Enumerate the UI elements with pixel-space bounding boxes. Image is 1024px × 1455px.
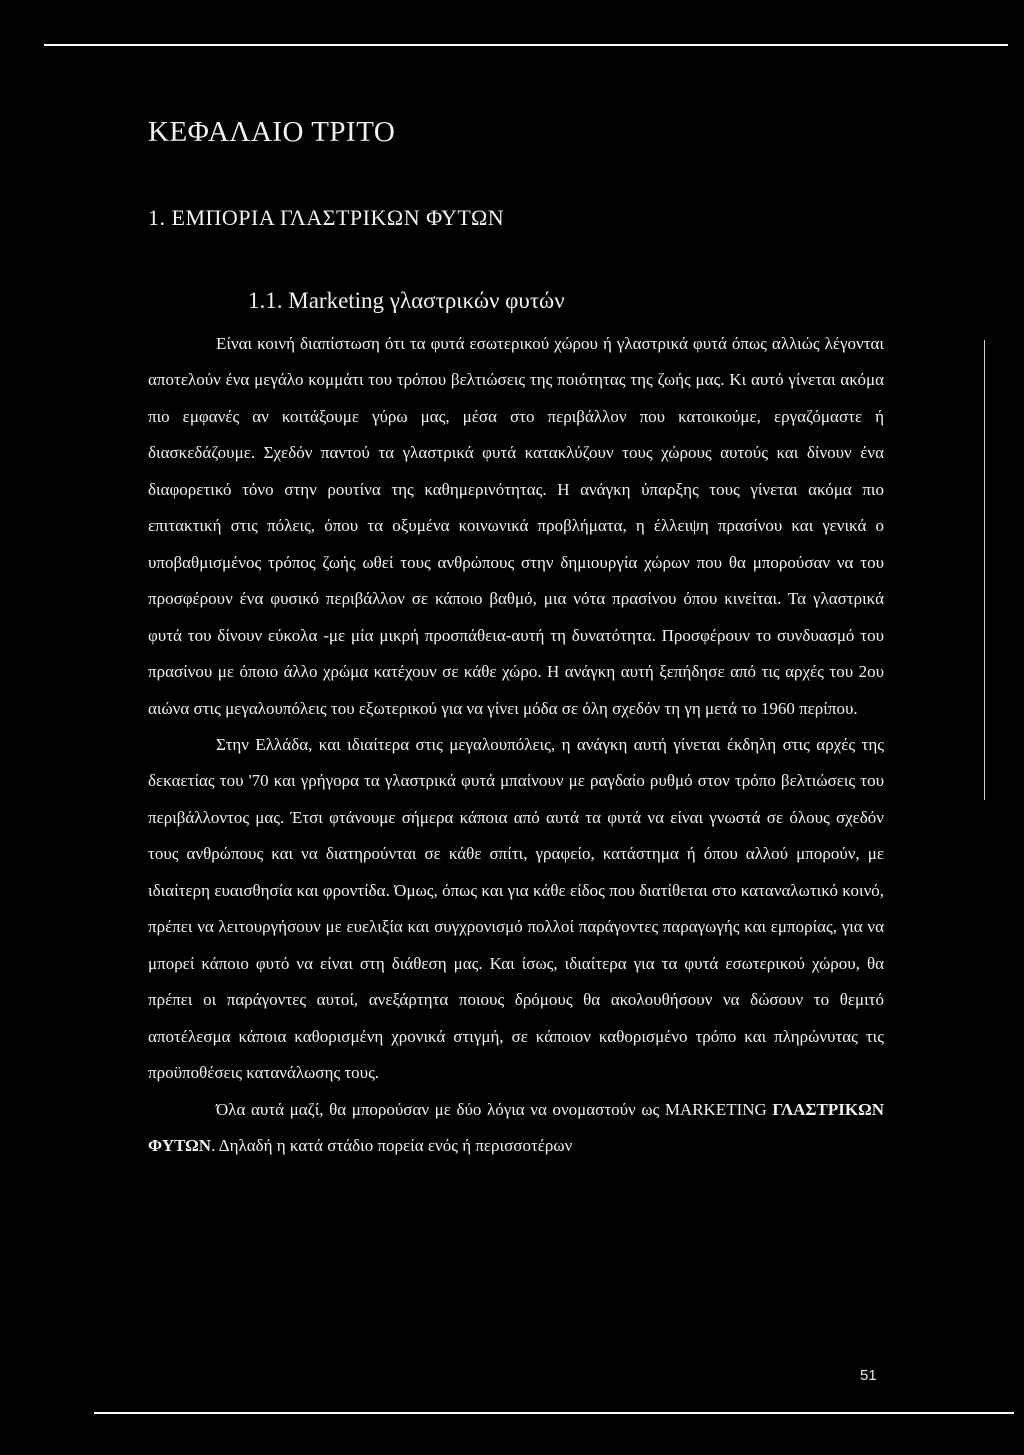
paragraph-3 (148, 1092, 884, 1165)
body-text (148, 326, 884, 1164)
paragraph-3-text-start: Όλα αυτά μαζί, θα μπορούσαν με δύο λόγια να ονομαστούν ως MARKETING (216, 1099, 773, 1119)
top-border-line (44, 44, 1008, 46)
page-number: 51 (860, 1367, 877, 1384)
paragraph-2: Στην Ελλάδα, και ιδιαίτερα στις μεγαλουπόλεις, η ανάγκη αυτή γίνεται έκδηλη στις αρχές της δεκαετίας του '70 και γρήγορα τα γλαστρικά φυτά μπαίνουν με ραγδαίο ρυθμό στον τρόπο βελτιώσεις του περιβάλλοντος μας. Έτσι φτάνουμε σήμερα κάποια από αυτά τα φυτά να είναι γνωστά σε όλους σχεδόν τους ανθρώπους και να διατηρούνται σε κάθε σπίτι, γραφείο, κατάστημα ή όπου αλλού μπορούν, με ιδιαίτερη ευαισθησία και φροντίδα. Όμως, όπως και για κάθε είδος που διατίθεται στο καταναλωτικό κοινό, πρέπει να λειτουργήσουν με ευελιξία και συγχρονισμό πολλοί παράγοντες παραγωγής και εμπορίας, για να μπορεί κάποιο φυτό να είναι στη διάθεση μας. Και ίσως, ιδιαίτερα για τα φυτά εσωτερικού χώρου, θα πρέπει οι παράγοντες αυτοί, ανεξάρτητα ποιους δρόμους θα ακολουθήσουν να δώσουν το θεμιτό αποτέλεσμα κάποια καθορισμένη χρονικά στιγμή, σε κάποιον καθορισμένο τρόπο και πληρώνυτας τις προϋποθέσεις κατανάλωσης τους. (148, 734, 884, 1083)
right-margin-line (984, 340, 985, 800)
bottom-border-line (94, 1412, 1014, 1414)
paragraph-3-text-end: . Δηλαδή η κατά στάδιο πορεία ενός ή περισσοτέρων (211, 1135, 573, 1155)
marketing-term-bold: ΓΛΑΣΤΡΙΚΩΝ ΦΥΤΩΝ (148, 1099, 884, 1155)
paragraph-1: Είναι κοινή διαπίστωση ότι τα φυτά εσωτερικού χώρου ή γλαστρικά φυτά όπως αλλιώς λέγονται αποτελούν ένα μεγάλο κομμάτι του τρόπου βελτιώσεις της ποιότητας της ζωής μας. Κι αυτό γίνεται ακόμα πιο εμφανές αν κοιτάξουμε γύρω μας, μέσα στο περιβάλλον που κατοικούμε, εργαζόμαστε ή διασκεδάζουμε. Σχεδόν παντού τα γλαστρικά φυτά κατακλύζουν τους χώρους αυτούς και δίνουν ένα διαφορετικό τόνο στην ρουτίνα της καθημερινότητας. Η ανάγκη ύπαρξης τους γίνεται ακόμα πιο επιτακτική στις πόλεις, όπου τα οξυμένα κοινωνικά προβλήματα, η έλλειψη πρασίνου και γενικά ο υποβαθμισμένος τρόπος ζωής ωθεί τους ανθρώπους στην δημιουργία χώρων που θα μπορούσαν να του προσφέρουν ένα φυσικό περιβάλλον σε κάποιο βαθμό, μια νότα πρασίνου όπου κινείται. Τα γλαστρικά φυτά του δίνουν εύκολα -με μία μικρή προσπάθεια-αυτή τη δυνατότητα. Προσφέρουν το συνδυασμό του πρασίνου με όποιο άλλο χρώμα κατέχουν σε κάθε χώρο. Η ανάγκη αυτή ξεπήδησε από τις αρχές του 2ου αιώνα στις μεγαλουπόλεις του εξωτερικού για να γίνει μόδα σε όλη σχεδόν τη γη μετά το 1960 περίπου. (148, 334, 884, 718)
subsection-title: 1.1. Marketing γλαστρικών φυτών (248, 288, 565, 313)
chapter-title: ΚΕΦΑΛΑΙΟ ΤΡΙΤΟ (148, 116, 396, 148)
section-title: 1. ΕΜΠΟΡΙΑ ΓΛΑΣΤΡΙΚΩΝ ΦΥΤΩΝ (148, 205, 505, 230)
